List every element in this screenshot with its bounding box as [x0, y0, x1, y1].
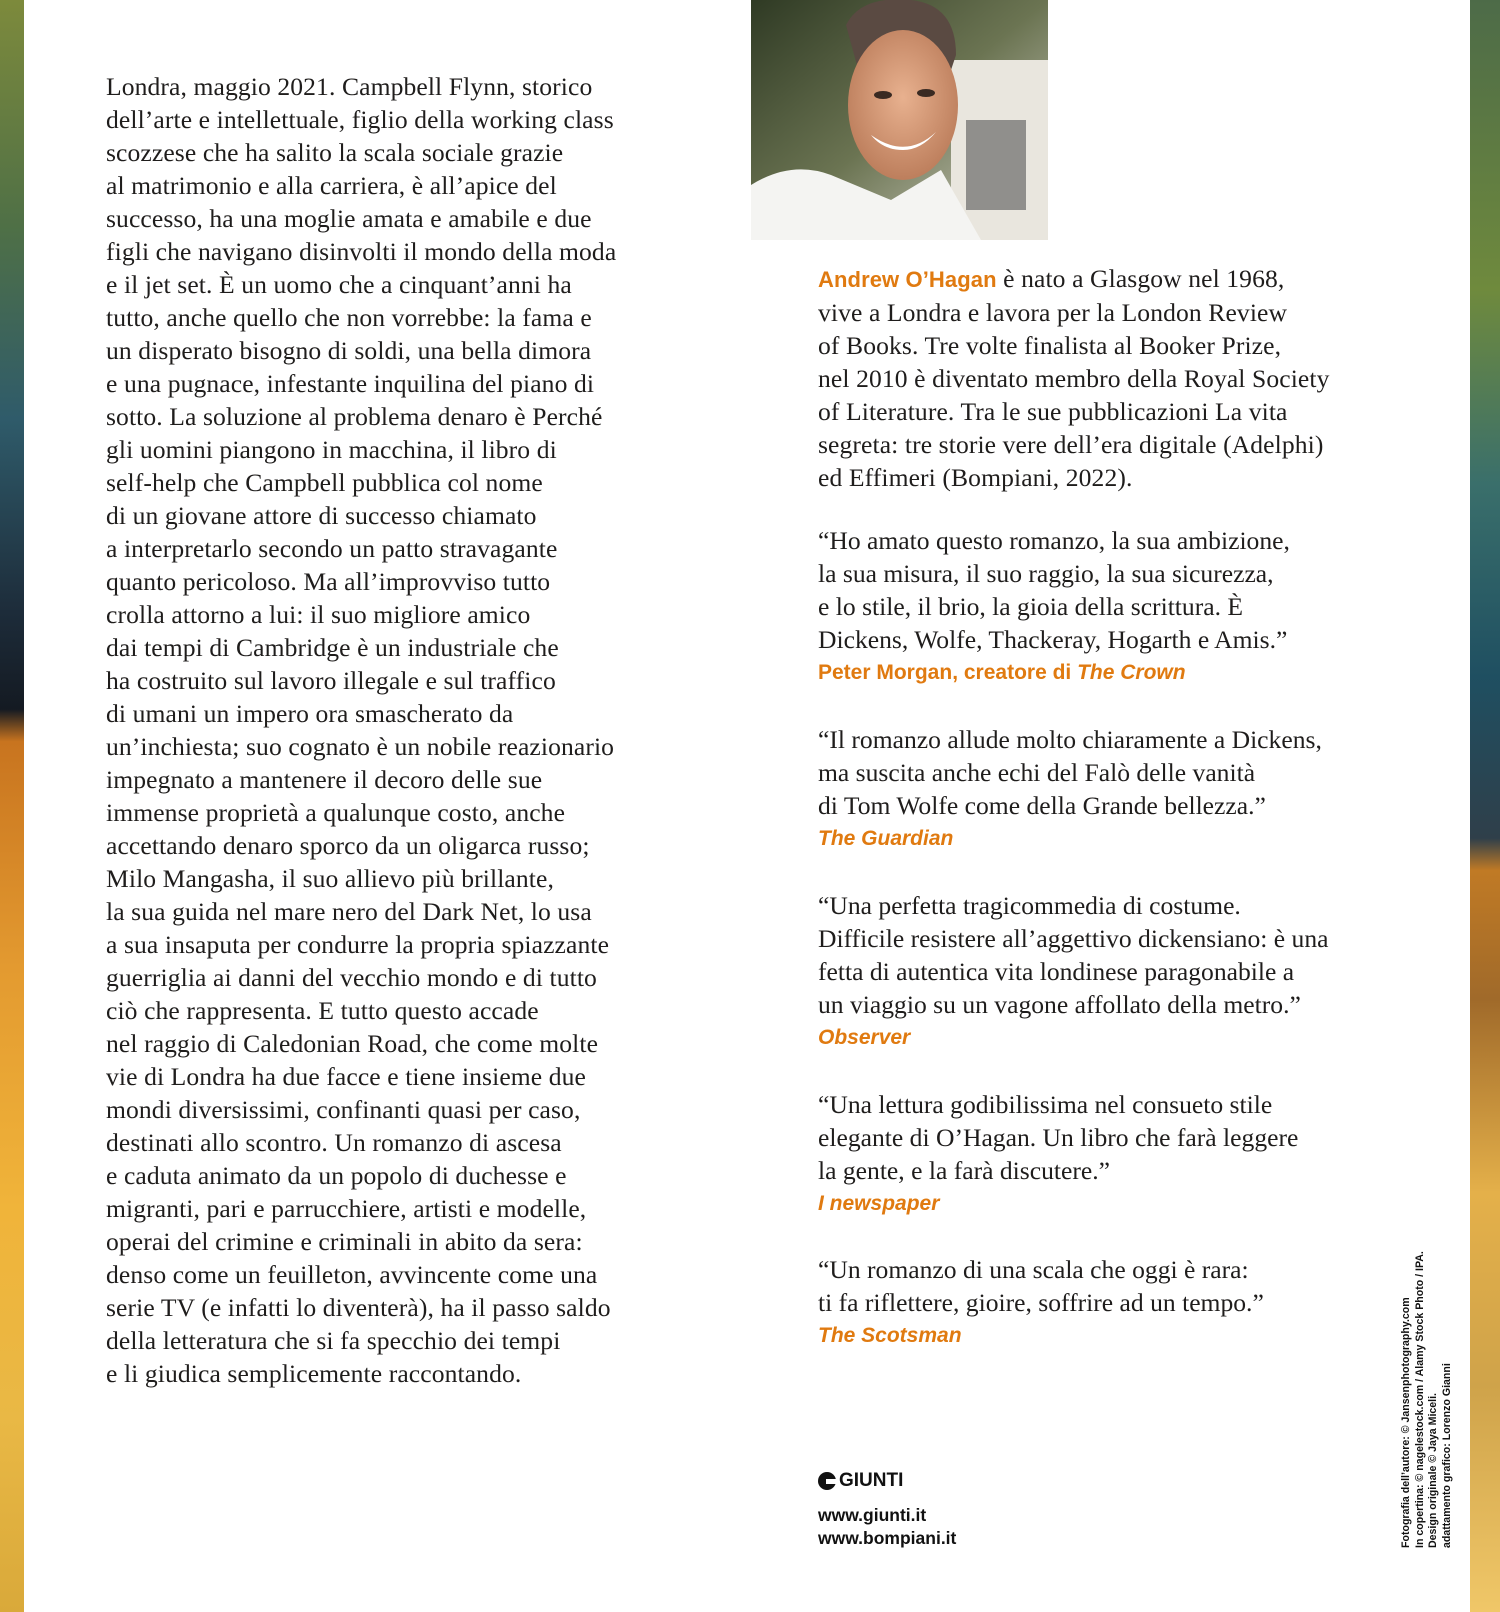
synopsis-line: migranti, pari e parrucchiere, artisti e modelle,: [106, 1194, 587, 1223]
quote-line: fetta di autentica vita londinese paragonabile a: [818, 957, 1295, 986]
author-bio-line: nel 2010 è diventato membro della Royal Society: [818, 364, 1330, 393]
synopsis-line: scozzese che ha salito la scala sociale grazie: [106, 138, 564, 167]
synopsis-line: a sua insaputa per condurre la propria spiazzante: [106, 930, 610, 959]
publisher-logo: [818, 1470, 903, 1492]
quote-line: Dickens, Wolfe, Thackeray, Hogarth e Amis.”: [818, 625, 1288, 654]
credit-line: Fotografia dell’autore: © Jansenphotography.com: [1400, 1297, 1412, 1548]
quote-attribution: [818, 656, 1290, 689]
credit-line: adattamento grafico: Lorenzo Gianni: [1440, 1363, 1453, 1548]
review-quote: [818, 1088, 1298, 1220]
quote-line: un viaggio su un vagone affollato della metro.”: [818, 990, 1301, 1019]
quote-attribution: [818, 1187, 1298, 1220]
publisher-url[interactable]: www.giunti.it: [818, 1505, 927, 1525]
synopsis-line: Londra, maggio 2021. Campbell Flynn, storico: [106, 72, 593, 101]
synopsis-line: mondi diversissimi, confinanti quasi per caso,: [106, 1095, 581, 1124]
synopsis-line: serie TV (e infatti lo diventerà), ha il passo saldo: [106, 1293, 611, 1322]
synopsis-line: vie di Londra ha due facce e tiene insieme due: [106, 1062, 586, 1091]
attribution-title: The Scotsman: [818, 1324, 962, 1347]
quote-line: “Il romanzo allude molto chiaramente a Dickens,: [818, 725, 1322, 754]
quote-line: elegante di O’Hagan. Un libro che farà leggere: [818, 1123, 1299, 1152]
quote-line: di Tom Wolfe come della Grande bellezza.”: [818, 791, 1266, 820]
synopsis-line: immense proprietà a qualunque costo, anche: [106, 798, 566, 827]
review-quote: [818, 524, 1290, 689]
attribution-title: I newspaper: [818, 1192, 940, 1215]
publisher-logo-text: GIUNTI: [839, 1470, 904, 1491]
synopsis-line: denso come un feuilleton, avvincente come una: [106, 1260, 598, 1289]
synopsis-line: operai del crimine e criminali in abito da sera:: [106, 1227, 583, 1256]
synopsis-line: Milo Mangasha, il suo allievo più brillante,: [106, 864, 554, 893]
synopsis-line: la sua guida nel mare nero del Dark Net, lo usa: [106, 897, 592, 926]
quote-line: “Una lettura godibilissima nel consueto stile: [818, 1090, 1273, 1119]
synopsis-line: nel raggio di Caledonian Road, che come molte: [106, 1029, 599, 1058]
cover-art-strip-right: [1470, 0, 1500, 1612]
synopsis-line: self-help che Campbell pubblica col nome: [106, 468, 543, 497]
synopsis-line: figli che navigano disinvolti il mondo della moda: [106, 237, 617, 266]
credit-line: In copertina: © nagelestock.com / Alamy Stock Photo / IPA.: [1413, 1251, 1426, 1548]
quote-line: “Un romanzo di una scala che oggi è rara:: [818, 1255, 1249, 1284]
synopsis-line: un’inchiesta; suo cognato è un nobile reazionario: [106, 732, 615, 761]
synopsis-line: quanto pericoloso. Ma all’improvviso tutto: [106, 567, 551, 596]
synopsis-line: gli uomini piangono in macchina, il libro di: [106, 435, 557, 464]
synopsis-line: impegnato a mantenere il decoro delle sue: [106, 765, 543, 794]
author-bio: [818, 262, 1329, 494]
synopsis-line: crolla attorno a lui: il suo migliore amico: [106, 600, 531, 629]
synopsis-line: un disperato bisogno di soldi, una bella dimora: [106, 336, 592, 365]
giunti-logo-icon: [818, 1472, 836, 1490]
synopsis-line: al matrimonio e alla carriera, è all’apice del: [106, 171, 557, 200]
synopsis-text: [106, 70, 616, 1390]
cover-art-strip-left: [0, 0, 24, 1612]
synopsis-line: a interpretarlo secondo un patto stravagante: [106, 534, 558, 563]
quote-line: la gente, e la farà discutere.”: [818, 1156, 1111, 1185]
quote-line: ti fa riflettere, gioire, soffrire ad un tempo.”: [818, 1288, 1264, 1317]
quote-line: ma suscita anche echi del Falò delle vanità: [818, 758, 1256, 787]
review-quote: [818, 723, 1322, 855]
author-bio-line: segreta: tre storie vere dell’era digitale (Adelphi): [818, 430, 1324, 459]
synopsis-line: e li giudica semplicemente raccontando.: [106, 1359, 522, 1388]
author-photo: [751, 0, 1048, 240]
author-bio-first-line: [818, 262, 1329, 296]
synopsis-line: successo, ha una moglie amata e amabile e due: [106, 204, 592, 233]
synopsis-line: ciò che rappresenta. E tutto questo accade: [106, 996, 539, 1025]
synopsis-line: guerriglia ai danni del vecchio mondo e di tutto: [106, 963, 597, 992]
synopsis-line: e caduta animato da un popolo di duchesse e: [106, 1161, 567, 1190]
quote-attribution: [818, 1021, 1329, 1054]
synopsis-line: dell’arte e intellettuale, figlio della working class: [106, 105, 614, 134]
synopsis-line: e il jet set. È un uomo che a cinquant’anni ha: [106, 270, 572, 299]
quote-attribution: [818, 822, 1322, 855]
attribution-text: Peter Morgan, creatore di: [818, 661, 1078, 684]
author-bio-line: vive a Londra e lavora per la London Review: [818, 298, 1288, 327]
quote-line: “Una perfetta tragicommedia di costume.: [818, 891, 1241, 920]
attribution-title: Observer: [818, 1026, 911, 1049]
review-quote: [818, 1253, 1264, 1352]
author-bio-line: of Books. Tre volte finalista al Booker Prize,: [818, 331, 1282, 360]
quote-line: “Ho amato questo romanzo, la sua ambizione,: [818, 526, 1290, 555]
review-quote: [818, 889, 1329, 1054]
synopsis-line: accettando denaro sporco da un oligarca russo;: [106, 831, 590, 860]
publisher-url[interactable]: www.bompiani.it: [818, 1528, 957, 1548]
synopsis-line: di umani un impero ora smascherato da: [106, 699, 514, 728]
attribution-title: The Guardian: [818, 827, 954, 850]
author-bio-first-line-rest: è nato a Glasgow nel 1968,: [996, 264, 1285, 293]
quote-line: e lo stile, il brio, la gioia della scrittura. È: [818, 592, 1244, 621]
synopsis-line: di un giovane attore di successo chiamato: [106, 501, 537, 530]
synopsis-line: della letteratura che si fa specchio dei tempi: [106, 1326, 561, 1355]
synopsis-line: dai tempi di Cambridge è un industriale che: [106, 633, 559, 662]
image-credits: [1400, 1251, 1454, 1548]
credit-line: Design originale © Jaya Miceli.: [1427, 1393, 1439, 1548]
quote-line: Difficile resistere all’aggettivo dickensiano: è una: [818, 924, 1329, 953]
synopsis-line: destinati allo scontro. Un romanzo di ascesa: [106, 1128, 562, 1157]
attribution-title: The Crown: [1077, 661, 1186, 684]
synopsis-line: tutto, anche quello che non vorrebbe: la fama e: [106, 303, 592, 332]
quote-line: la sua misura, il suo raggio, la sua sicurezza,: [818, 559, 1274, 588]
publisher-urls: [818, 1504, 956, 1550]
synopsis-line: ha costruito sul lavoro illegale e sul traffico: [106, 666, 556, 695]
synopsis-line: e una pugnace, infestante inquilina del piano di: [106, 369, 595, 398]
author-bio-line: ed Effimeri (Bompiani, 2022).: [818, 463, 1133, 492]
author-name: Andrew O’Hagan: [818, 267, 997, 292]
author-bio-line: of Literature. Tra le sue pubblicazioni La vita: [818, 397, 1288, 426]
quote-attribution: [818, 1319, 1264, 1352]
synopsis-line: sotto. La soluzione al problema denaro è Perché: [106, 402, 603, 431]
